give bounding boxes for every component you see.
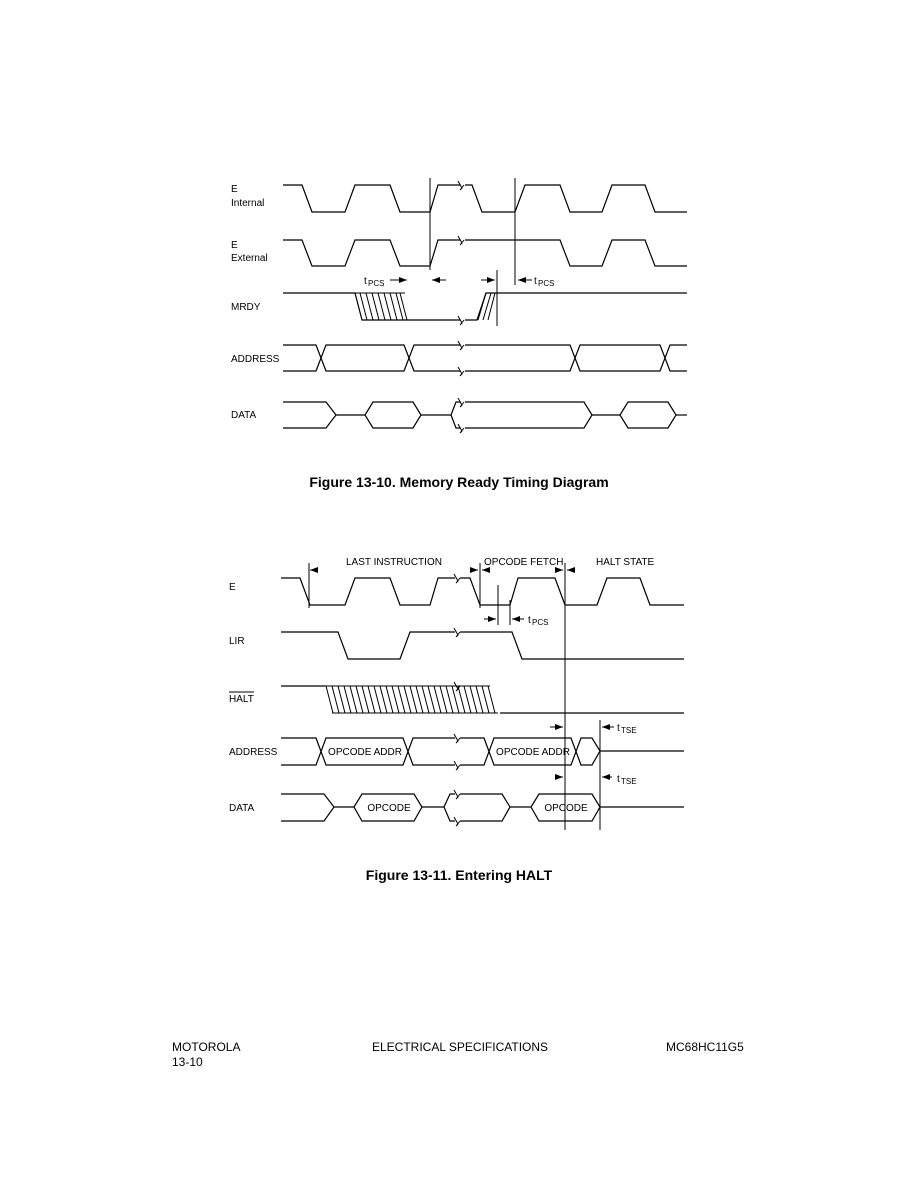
e-internal-wave: [283, 185, 460, 212]
phase-halt-state: HALT STATE: [596, 557, 655, 568]
footer-left-line2: 13-10: [172, 1055, 203, 1069]
e-internal-label-1: E: [231, 184, 238, 195]
tpcs-right-t: t: [534, 276, 537, 287]
e-wave: [281, 578, 455, 605]
tpcs-right-sub: PCS: [538, 279, 555, 288]
mrdy-hatch-fall: [355, 293, 407, 320]
figure-13-10: [231, 178, 687, 490]
tse-1-t: t: [617, 723, 620, 734]
tpcs-sub: PCS: [532, 618, 549, 627]
halt-wave: [281, 682, 684, 713]
tse-1-sub: TSE: [621, 726, 637, 735]
footer-center: ELECTRICAL SPECIFICATIONS: [372, 1040, 549, 1054]
figure-13-11-caption: Figure 13-11. Entering HALT: [365, 867, 553, 883]
e-external-wave-2: [465, 240, 687, 266]
opcode-1: OPCODE: [367, 803, 411, 814]
e-external-wave: [283, 240, 460, 266]
tse-2-sub: TSE: [621, 777, 637, 786]
lir-wave-2: [460, 632, 684, 659]
tpcs-left-t: t: [364, 276, 367, 287]
phase-last-instruction: LAST INSTRUCTION: [346, 557, 442, 568]
halt-label: HALT: [229, 694, 254, 705]
mrdy-wave-2: [465, 293, 687, 320]
opcode-addr-2: OPCODE ADDR: [496, 747, 570, 758]
lir-wave: [281, 632, 455, 659]
footer-left-line1: MOTOROLA: [172, 1040, 241, 1054]
opcode-addr-1: OPCODE ADDR: [328, 747, 402, 758]
tse-2-t: t: [617, 774, 620, 785]
figure-13-11: [229, 557, 684, 883]
data-label-2: DATA: [229, 803, 255, 814]
figure-13-10-caption: Figure 13-10. Memory Ready Timing Diagram: [309, 474, 609, 490]
data-label: DATA: [231, 410, 257, 421]
e-internal-wave-2: [465, 185, 687, 212]
lir-label: LIR: [229, 636, 245, 647]
tpcs-left-sub: PCS: [368, 279, 385, 288]
address-bus: [283, 341, 687, 376]
data-bus-2: [281, 790, 684, 826]
opcode-2: OPCODE: [544, 803, 588, 814]
data-bus: [283, 398, 687, 433]
e-external-label-2: External: [231, 253, 268, 264]
e-internal-label-2: Internal: [231, 198, 265, 209]
e-label: E: [229, 582, 236, 593]
tpcs-t: t: [528, 615, 531, 626]
phase-opcode-fetch: OPCODE FETCH: [484, 557, 564, 568]
address-label-2: ADDRESS: [229, 747, 278, 758]
e-wave-2: [460, 578, 684, 605]
address-label: ADDRESS: [231, 354, 280, 365]
mrdy-hatch-rise: [478, 293, 496, 320]
footer-right: MC68HC11G5: [666, 1040, 744, 1054]
mrdy-label: MRDY: [231, 302, 261, 313]
e-external-label-1: E: [231, 240, 238, 251]
